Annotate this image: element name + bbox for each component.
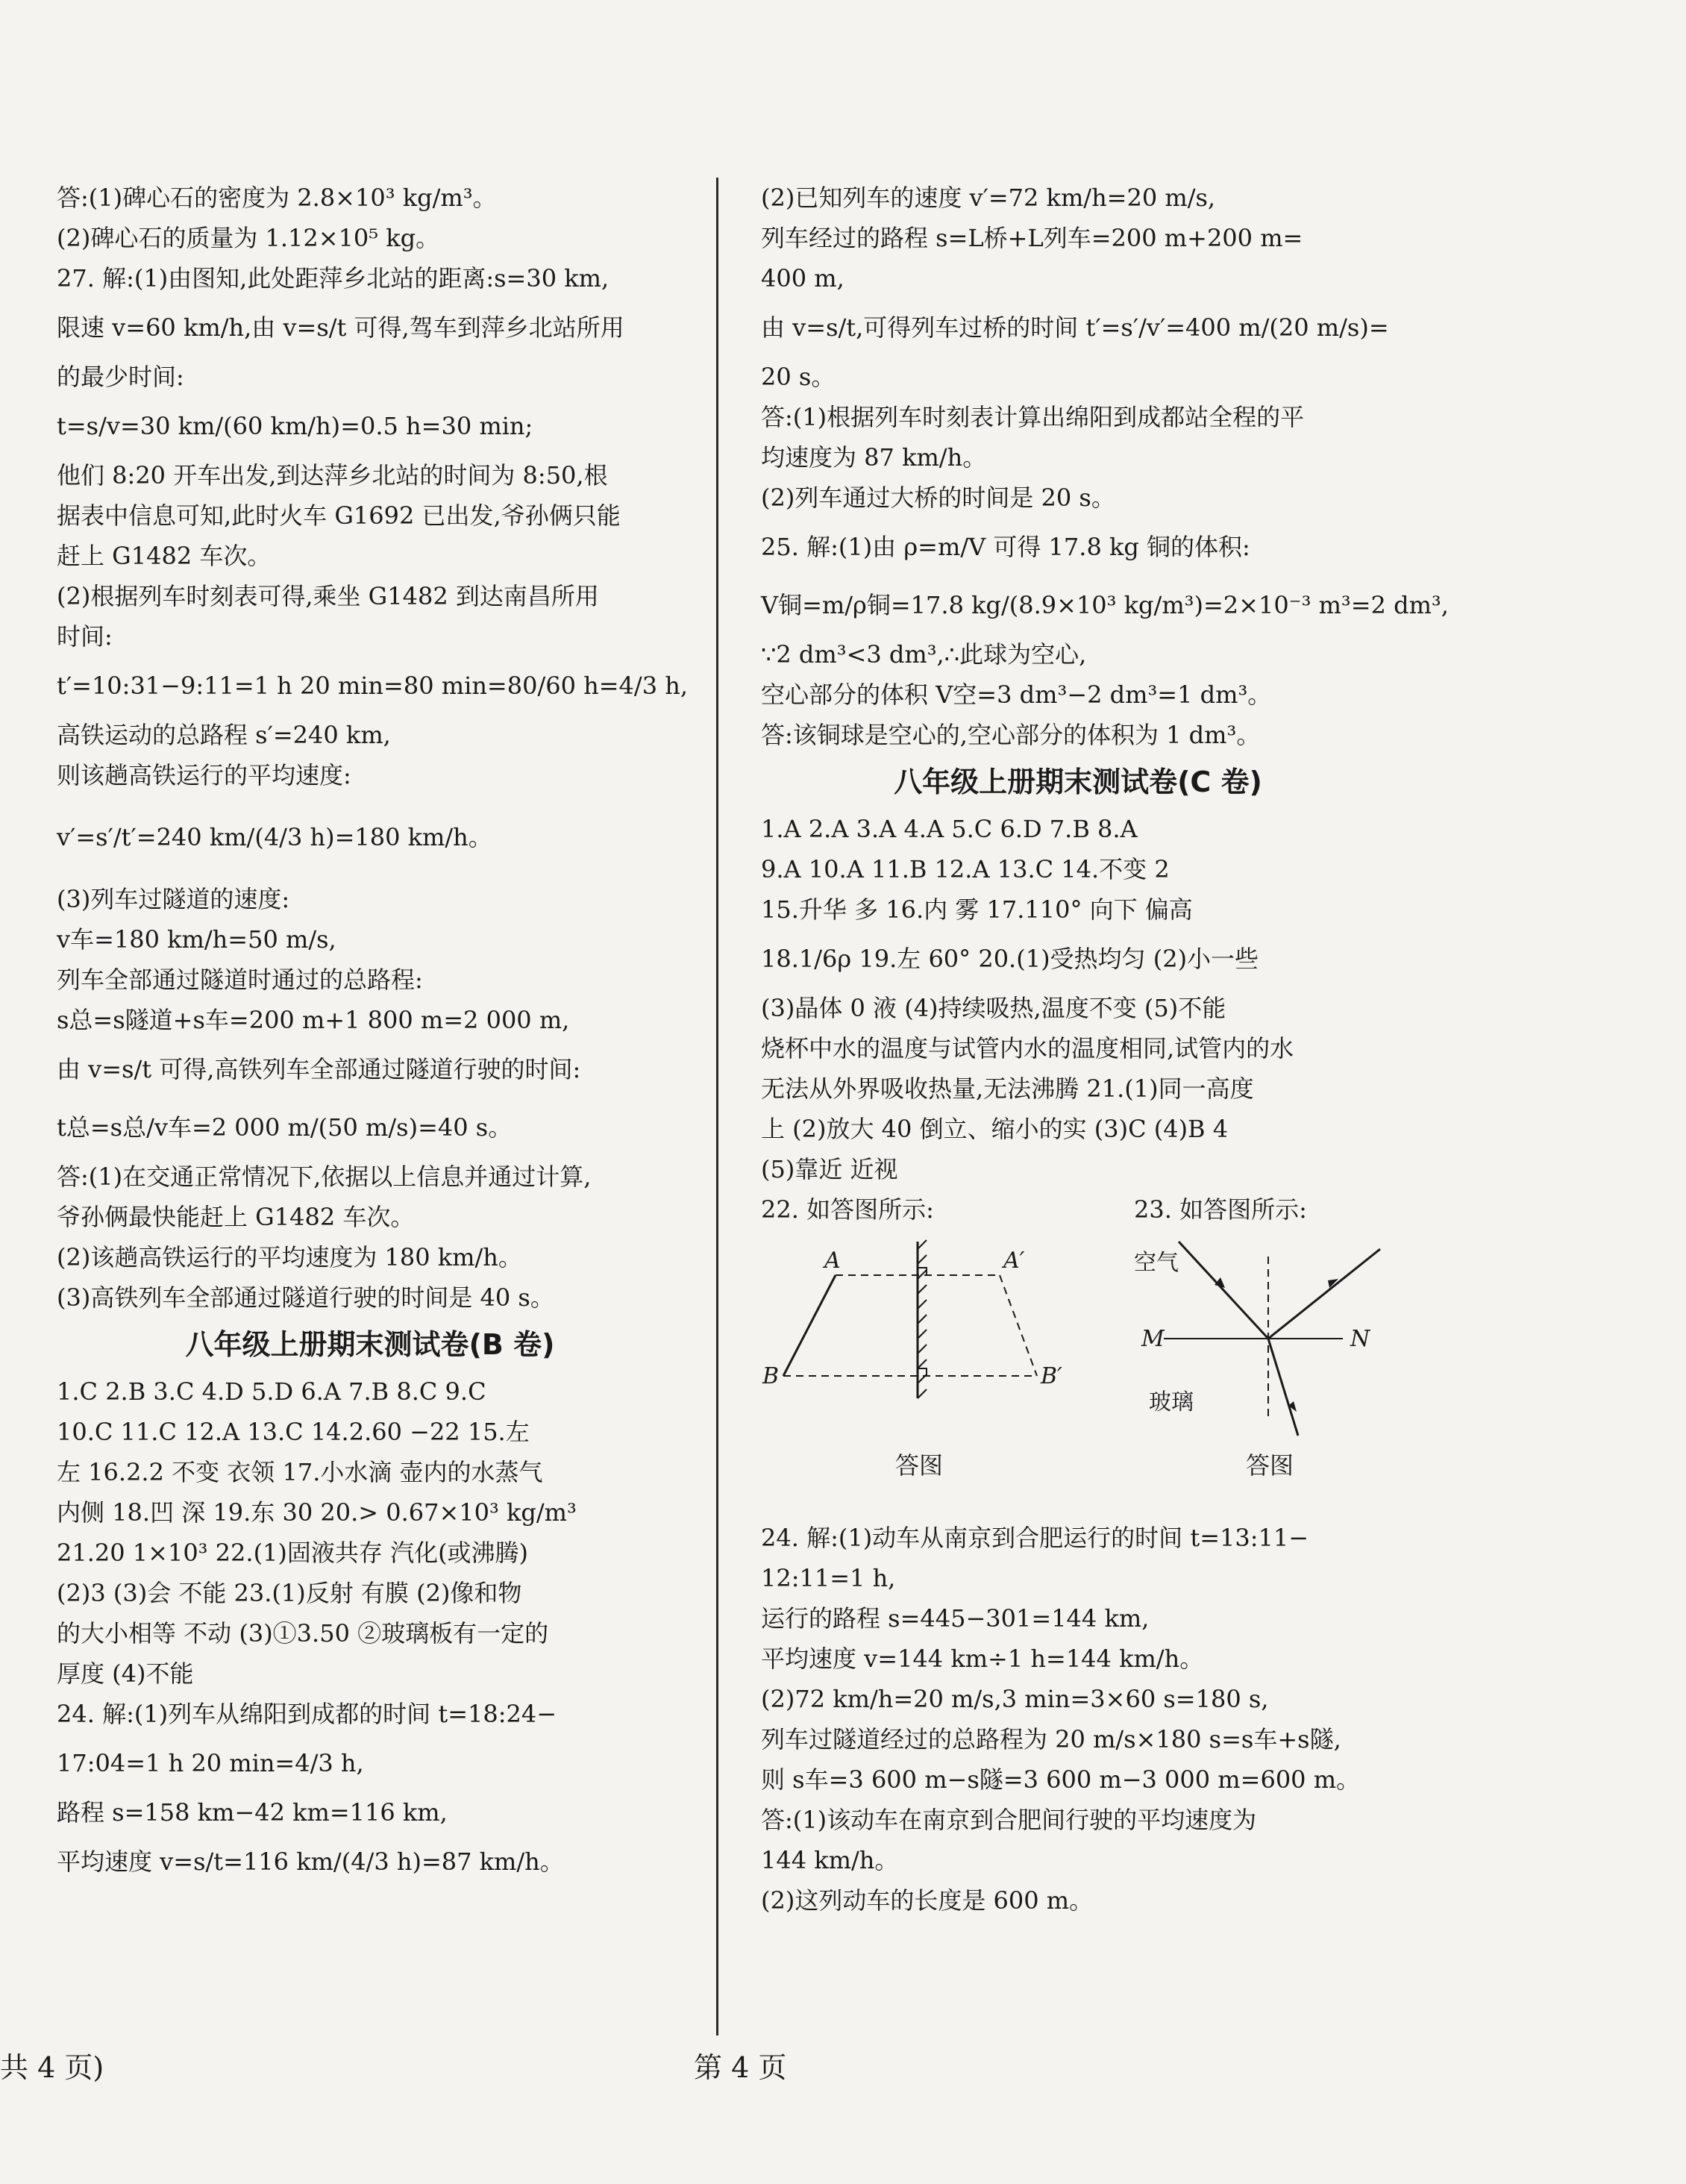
text-line: 则 s车=3 600 m−s隧=3 600 m−3 000 m=600 m。 xyxy=(761,1765,1361,1794)
text-line: v′=s′/t′=240 km/(4/3 h)=180 km/h。 xyxy=(57,823,492,851)
text-line: (3)列车过隧道的速度: xyxy=(57,885,290,913)
label-a: A xyxy=(824,1248,841,1274)
section-title-c: 八年级上册期末测试卷(C 卷) xyxy=(894,766,1262,798)
text-line: 答:该铜球是空心的,空心部分的体积为 1 dm³。 xyxy=(761,721,1261,749)
text-line: 均速度为 87 km/h。 xyxy=(761,443,987,472)
text-line: 答:(1)在交通正常情况下,依据以上信息并通过计算, xyxy=(57,1163,592,1191)
answer-line: 内侧 18.凹 深 19.东 30 20.> 0.67×10³ kg/m³ xyxy=(57,1498,577,1527)
text-line: (2)碑心石的质量为 1.12×10⁵ kg。 xyxy=(57,224,440,252)
answer-line: (5)靠近 近视 xyxy=(761,1155,898,1183)
reflected-ray xyxy=(1268,1249,1380,1339)
answer-line: 9.A 10.A 11.B 12.A 13.C 14.不变 2 xyxy=(761,855,1170,883)
text-line: 24. 解:(1)列车从绵阳到成都的时间 t=18:24− xyxy=(57,1700,557,1728)
text-line: 答:(1)碑心石的密度为 2.8×10³ kg/m³。 xyxy=(57,184,497,212)
answer-line: 的大小相等 不动 (3)①3.50 ②玻璃板有一定的 xyxy=(57,1619,549,1648)
fig23-heading: 23. 如答图所示: xyxy=(1134,1195,1307,1224)
answer-line: 15.升华 多 16.内 雾 17.110° 向下 偏高 xyxy=(761,895,1193,924)
image-ab xyxy=(1000,1275,1037,1376)
right-column xyxy=(761,178,1449,1921)
text-line: V铜=m/ρ铜=17.8 kg/(8.9×10³ kg/m³)=2×10⁻³ m³=2 dm³, xyxy=(761,591,1449,619)
text-line: 答:(1)该动车在南京到合肥间行驶的平均速度为 xyxy=(761,1806,1257,1834)
text-line: t=s/v=30 km/(60 km/h)=0.5 h=30 min; xyxy=(57,412,533,440)
answer-line: 21.20 1×10³ 22.(1)固液共存 汽化(或沸腾) xyxy=(57,1539,529,1567)
fig22-caption: 答图 xyxy=(895,1451,944,1480)
text-line: 时间: xyxy=(57,622,113,651)
object-ab xyxy=(783,1275,836,1376)
section-title-b: 八年级上册期末测试卷(B 卷) xyxy=(185,1328,555,1361)
footer-page-number: 第 4 页 xyxy=(694,2051,787,2084)
text-line: 20 s。 xyxy=(761,363,836,391)
text-line: 则该趟高铁运行的平均速度: xyxy=(57,761,351,789)
answer-line: 1.A 2.A 3.A 4.A 5.C 6.D 7.B 8.A xyxy=(761,815,1138,843)
answer-line: 无法从外界吸收热量,无法沸腾 21.(1)同一高度 xyxy=(761,1074,1254,1103)
answer-line: 1.C 2.B 3.C 4.D 5.D 6.A 7.B 8.C 9.C xyxy=(57,1377,486,1406)
text-line: 平均速度 v=144 km÷1 h=144 km/h。 xyxy=(761,1645,1204,1673)
answer-line: (2)3 (3)会 不能 23.(1)反射 有膜 (2)像和物 xyxy=(57,1579,522,1607)
answer-line: 左 16.2.2 不变 衣领 17.小水滴 壶内的水蒸气 xyxy=(57,1458,543,1486)
refraction-diagram xyxy=(1134,1234,1403,1458)
text-line: 列车过隧道经过的总路程为 20 m/s×180 s=s车+s隧, xyxy=(761,1725,1341,1753)
text-line: 运行的路程 s=445−301=144 km, xyxy=(761,1604,1150,1633)
fig22-heading: 22. 如答图所示: xyxy=(761,1195,934,1224)
answer-line: 烧杯中水的温度与试管内水的温度相同,试管内的水 xyxy=(761,1034,1294,1063)
text-line: 144 km/h。 xyxy=(761,1846,899,1874)
text-line: 列车全部通过隧道时通过的总路程: xyxy=(57,966,423,994)
incident-ray xyxy=(1179,1242,1268,1339)
text-line: 由 v=s/t 可得,高铁列车全部通过隧道行驶的时间: xyxy=(57,1055,581,1083)
text-line: 的最少时间: xyxy=(57,363,184,391)
text-line: ∵2 dm³<3 dm³,∴此球为空心, xyxy=(761,640,1087,669)
text-line: 他们 8:20 开车出发,到达萍乡北站的时间为 8:50,根 xyxy=(57,461,608,489)
text-line: t′=10:31−9:11=1 h 20 min=80 min=80/60 h=4/3 h, xyxy=(57,672,688,700)
answer-line: 18.1/6ρ 19.左 60° 20.(1)受热均匀 (2)小一些 xyxy=(761,945,1259,973)
text-line: 据表中信息可知,此时火车 G1692 已出发,爷孙俩只能 xyxy=(57,501,621,530)
text-line: 由 v=s/t,可得列车过桥的时间 t′=s′/v′=400 m/(20 m/s)= xyxy=(761,313,1389,342)
text-line: 限速 v=60 km/h,由 v=s/t 可得,驾车到萍乡北站所用 xyxy=(57,313,624,342)
text-line: (2)72 km/h=20 m/s,3 min=3×60 s=180 s, xyxy=(761,1685,1269,1713)
label-b: B xyxy=(762,1363,780,1389)
left-column xyxy=(57,178,688,1891)
text-line: (2)根据列车时刻表可得,乘坐 G1482 到达南昌所用 xyxy=(57,582,599,610)
text-line: 列车经过的路程 s=L桥+L列车=200 m+200 m= xyxy=(761,224,1303,252)
label-n: N xyxy=(1350,1326,1370,1352)
text-line: v车=180 km/h=50 m/s, xyxy=(57,925,336,954)
text-line: (2)已知列车的速度 v′=72 km/h=20 m/s, xyxy=(761,184,1216,212)
text-line: (2)该趟高铁运行的平均速度为 180 km/h。 xyxy=(57,1243,522,1271)
text-line: 17:04=1 h 20 min=4/3 h, xyxy=(57,1749,364,1777)
text-line: 爷孙俩最快能赶上 G1482 车次。 xyxy=(57,1203,415,1231)
label-m: M xyxy=(1141,1326,1165,1352)
answer-line: 上 (2)放大 40 倒立、缩小的实 (3)C (4)B 4 xyxy=(761,1115,1229,1143)
text-line: s总=s隧道+s车=200 m+1 800 m=2 000 m, xyxy=(57,1006,570,1034)
footer-page-total: 共 4 页) xyxy=(0,2051,104,2084)
column-divider xyxy=(716,178,718,2036)
label-b-prime: B′ xyxy=(1041,1363,1062,1389)
answer-figures xyxy=(761,1189,1395,1518)
text-line: (2)这列动车的长度是 600 m。 xyxy=(761,1886,1094,1915)
answer-line: (3)晶体 0 液 (4)持续吸热,温度不变 (5)不能 xyxy=(761,994,1226,1022)
answer-line: 厚度 (4)不能 xyxy=(57,1659,194,1688)
text-line: 平均速度 v=s/t=116 km/(4/3 h)=87 km/h。 xyxy=(57,1847,564,1876)
label-glass: 玻璃 xyxy=(1149,1389,1194,1415)
text-line: (3)高铁列车全部通过隧道行驶的时间是 40 s。 xyxy=(57,1283,554,1312)
text-line: t总=s总/v车=2 000 m/(50 m/s)=40 s。 xyxy=(57,1113,513,1142)
text-line: 24. 解:(1)动车从南京到合肥运行的时间 t=13:11− xyxy=(761,1524,1309,1552)
mirror-hatching xyxy=(918,1240,927,1398)
text-line: 400 m, xyxy=(761,264,844,292)
fig23-caption: 答图 xyxy=(1246,1451,1294,1480)
text-line: 27. 解:(1)由图知,此处距萍乡北站的距离:s=30 km, xyxy=(57,264,609,292)
text-line: 空心部分的体积 V空=3 dm³−2 dm³=1 dm³。 xyxy=(761,680,1272,709)
text-line: 高铁运动的总路程 s′=240 km, xyxy=(57,721,391,749)
answer-line: 10.C 11.C 12.A 13.C 14.2.60 −22 15.左 xyxy=(57,1418,530,1446)
text-line: (2)列车通过大桥的时间是 20 s。 xyxy=(761,484,1115,512)
mirror-diagram xyxy=(761,1234,1074,1480)
label-a-prime: A′ xyxy=(1003,1248,1025,1274)
refracted-ray xyxy=(1268,1339,1298,1436)
label-air: 空气 xyxy=(1134,1250,1179,1276)
text-line: 赶上 G1482 车次。 xyxy=(57,542,272,570)
text-line: 12:11=1 h, xyxy=(761,1564,896,1592)
text-line: 答:(1)根据列车时刻表计算出绵阳到成都站全程的平 xyxy=(761,403,1305,431)
text-line: 路程 s=158 km−42 km=116 km, xyxy=(57,1798,448,1827)
text-line: 25. 解:(1)由 ρ=m/V 可得 17.8 kg 铜的体积: xyxy=(761,533,1250,561)
